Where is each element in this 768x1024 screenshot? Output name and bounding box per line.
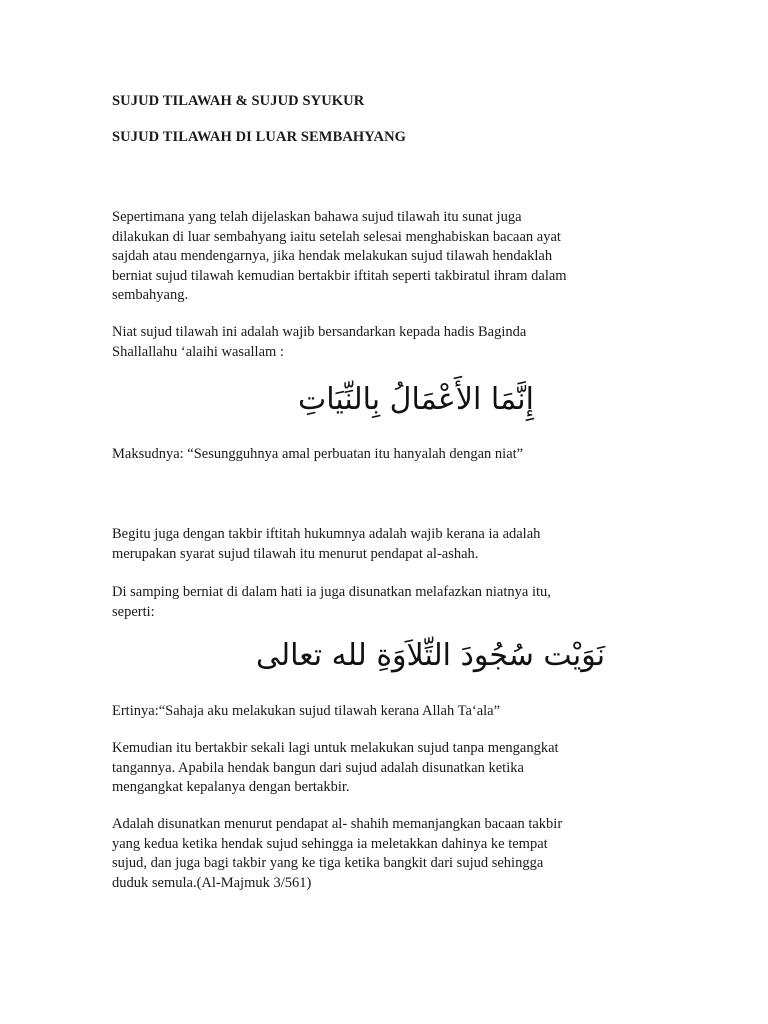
paragraph-maksudnya xyxy=(112,445,652,465)
arabic-niat-text: نَوَيْت سُجُودَ التِّلاَوَةِ لله تعالى xyxy=(256,638,606,673)
text-line: Ertinya:“Sahaja aku melakukan sujud tilawah kerana Allah Ta‘ala” xyxy=(112,703,501,719)
paragraph-niat xyxy=(112,323,652,362)
text-line: Sepertimana yang telah dijelaskan bahawa sujud tilawah itu sunat juga xyxy=(112,209,522,225)
text-line: sujud, dan juga bagi takbir yang ke tiga ketika bangkit dari sujud sehingga xyxy=(112,855,544,871)
section-title: SUJUD TILAWAH DI LUAR SEMBAHYANG xyxy=(112,129,407,145)
text-line: mengangkat kepalanya dengan bertakbir. xyxy=(112,779,350,795)
text-line: seperti: xyxy=(112,603,155,620)
paragraph-lafaz-niat xyxy=(112,583,652,622)
text-line: yang kedua ketika hendak sujud sehingga ia meletakkan dahinya ke tempat xyxy=(112,835,548,852)
text-line: Maksudnya: “Sesungguhnya amal perbuatan itu hanyalah dengan niat” xyxy=(112,446,524,462)
text-line: sajdah atau mendengarnya, jika hendak melakukan sujud tilawah hendaklah xyxy=(112,248,553,264)
text-line: merupakan syarat sujud tilawah itu menurut pendapat al-ashah. xyxy=(112,545,479,562)
document-title: SUJUD TILAWAH & SUJUD SYUKUR xyxy=(112,93,365,109)
text-line: Niat sujud tilawah ini adalah wajib bersandarkan kepada hadis Baginda xyxy=(112,324,527,340)
arabic-hadith-text: إِنَّمَا الأَعْمَالُ بِالنِّيَاتِ xyxy=(298,382,534,417)
text-line: Adalah disunatkan menurut pendapat al- shahih memanjangkan bacaan takbir xyxy=(112,816,563,832)
text-line: tangannya. Apabila hendak bangun dari sujud adalah disunatkan ketika xyxy=(112,759,524,776)
text-line: Kemudian itu bertakbir sekali lagi untuk melakukan sujud tanpa mengangkat xyxy=(112,740,559,756)
text-line: dilakukan di luar sembahyang iaitu setelah selesai menghabiskan bacaan ayat xyxy=(112,228,561,245)
paragraph-kemudian xyxy=(112,739,652,798)
text-line: berniat sujud tilawah kemudian bertakbir iftitah seperti takbiratul ihram dalam xyxy=(112,267,567,284)
text-line: Shallallahu ‘alaihi wasallam : xyxy=(112,343,284,360)
text-line: duduk semula.(Al-Majmuk 3/561) xyxy=(112,874,312,891)
text-line: sembahyang. xyxy=(112,287,189,303)
paragraph-takbir-iftitah xyxy=(112,525,652,564)
text-line: Di samping berniat di dalam hati ia juga disunatkan melafazkan niatnya itu, xyxy=(112,584,551,600)
paragraph-ertinya xyxy=(112,702,652,722)
paragraph-disunatkan xyxy=(112,815,652,893)
text-line: Begitu juga dengan takbir iftitah hukumnya adalah wajib kerana ia adalah xyxy=(112,526,541,542)
paragraph-intro xyxy=(112,208,652,306)
